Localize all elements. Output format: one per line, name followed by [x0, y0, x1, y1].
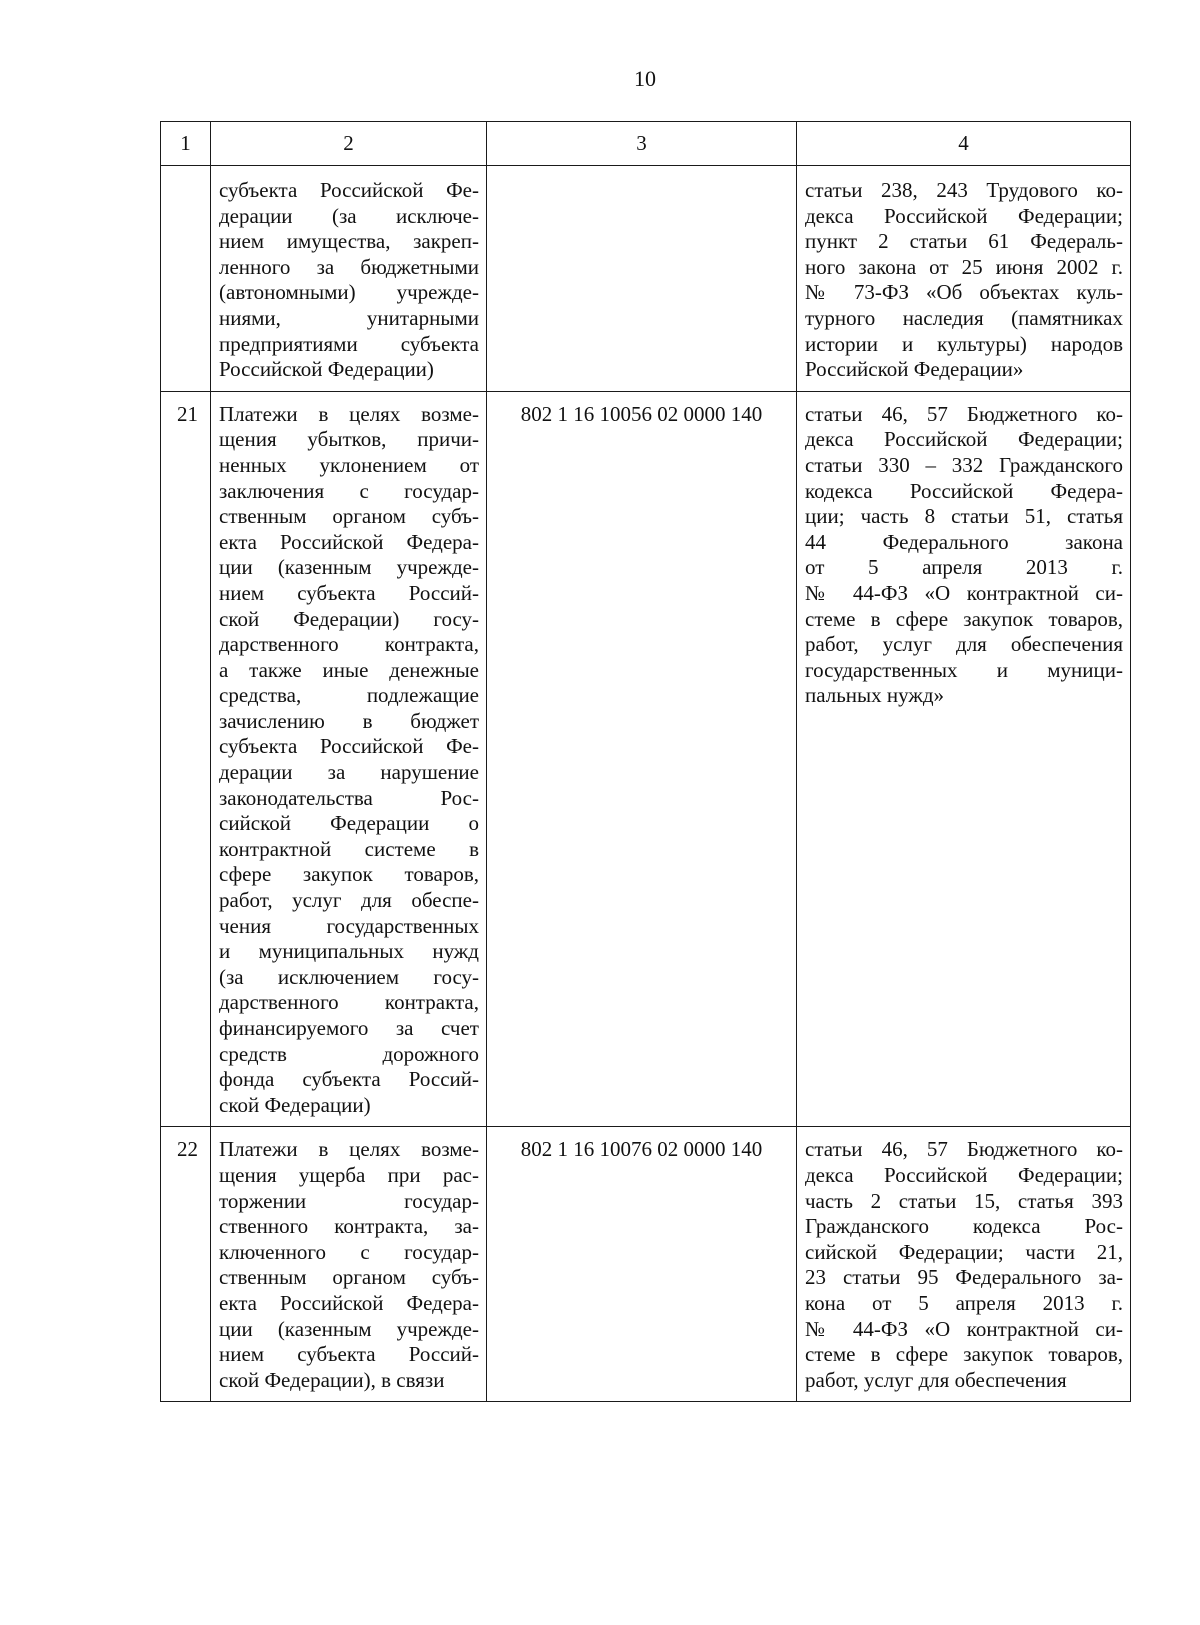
text-line: финансируемого за счет [219, 1016, 479, 1040]
payment-name-cell [211, 166, 487, 392]
text-line: ской Федерации) [219, 1092, 371, 1117]
text-line: пальных нужд» [805, 683, 945, 708]
row-number [161, 166, 211, 392]
text-line: статьи 238, 243 Трудового ко- [805, 178, 1123, 202]
text-line: № 44-ФЗ «О контрактной си- [805, 1316, 1123, 1341]
text-line: работ, услуг для обеспечения [805, 632, 1123, 657]
text-line: заключения с государ- [219, 478, 479, 503]
page-number: 10 [634, 66, 656, 91]
text-line: № 44-ФЗ «О контрактной си- [805, 580, 1123, 605]
text-line: и муниципальных нужд [219, 939, 479, 964]
text-line: стеме в сфере закупок товаров, [805, 606, 1123, 631]
text-line: средств дорожного [219, 1041, 479, 1066]
text-line: дарственного контракта, [219, 990, 479, 1015]
header-col-2: 2 [211, 122, 487, 166]
text-line: Гражданского кодекса Рос- [805, 1214, 1123, 1239]
text-line: ственного контракта, за- [219, 1214, 479, 1239]
text-line: дерации (за исключе- [219, 203, 479, 228]
budget-code-cell: 802 1 16 10056 02 0000 140 [487, 391, 797, 1127]
text-line: екта Российской Федера- [219, 1290, 479, 1315]
text-line: сфере закупок товаров, [219, 862, 479, 887]
text-line: сийской Федерации о [219, 811, 479, 836]
legal-basis-cell [797, 391, 1131, 1127]
text-line: статьи 330 – 332 Гражданского [805, 452, 1123, 477]
text-line: от 5 апреля 2013 г. [805, 555, 1123, 580]
text-line: дерации за нарушение [219, 760, 479, 785]
row-number: 22 [161, 1127, 211, 1402]
header-col-4: 4 [797, 122, 1131, 166]
text-line: стеме в сфере закупок товаров, [805, 1342, 1123, 1367]
text-line: ного закона от 25 июня 2002 г. [805, 254, 1123, 279]
text-line: ненных уклонением от [219, 452, 479, 477]
text-line: ленного за бюджетными [219, 254, 479, 279]
row-number: 21 [161, 391, 211, 1127]
text-line: декса Российской Федерации; [805, 1162, 1123, 1187]
text-line: 44 Федерального закона [805, 529, 1123, 554]
budget-code-cell [487, 166, 797, 392]
text-line: ской Федерации), в связи [219, 1367, 445, 1392]
text-line: средства, подлежащие [219, 683, 479, 708]
text-line: субъекта Российской Фе- [219, 734, 479, 759]
text-line: щения убытков, причи- [219, 427, 479, 452]
text-line: зачислению в бюджет [219, 708, 479, 733]
text-line: Российской Федерации) [219, 357, 434, 382]
payment-name-cell [211, 391, 487, 1127]
text-line: ской Федерации) госу- [219, 606, 479, 631]
text-line: кона от 5 апреля 2013 г. [805, 1290, 1123, 1315]
legal-basis-cell [797, 166, 1131, 392]
text-line: работ, услуг для обеспе- [219, 888, 479, 913]
header-col-1: 1 [161, 122, 211, 166]
text-line: дарственного контракта, [219, 632, 479, 657]
text-line: законодательства Рос- [219, 785, 479, 810]
text-line: государственных и муници- [805, 657, 1123, 682]
text-line: Платежи в целях возме- [219, 1137, 479, 1162]
text-line: № 73-ФЗ «Об объектах куль- [805, 280, 1123, 305]
text-line: статьи 46, 57 Бюджетного ко- [805, 1137, 1123, 1162]
text-line: ключенного с государ- [219, 1239, 479, 1264]
table-row [161, 391, 1131, 1127]
text-line: контрактной системе в [219, 836, 479, 861]
text-line: истории и культуры) народов [805, 331, 1123, 356]
text-line: ственным органом субъ- [219, 504, 479, 529]
text-line: щения ущерба при рас- [219, 1162, 479, 1187]
text-line: работ, услуг для обеспечения [805, 1367, 1067, 1392]
text-line: ции (казенным учрежде- [219, 1316, 479, 1341]
budget-revenue-table [160, 121, 1131, 1402]
text-line: сийской Федерации; части 21, [805, 1239, 1123, 1264]
text-line: декса Российской Федерации; [805, 203, 1123, 228]
text-line: чения государственных [219, 913, 479, 938]
header-col-3: 3 [487, 122, 797, 166]
text-line: часть 2 статьи 15, статья 393 [805, 1188, 1123, 1213]
text-line: ственным органом субъ- [219, 1265, 479, 1290]
text-line: предприятиями субъекта [219, 331, 479, 356]
table-row [161, 166, 1131, 392]
text-line: екта Российской Федера- [219, 529, 479, 554]
text-line: (автономными) учрежде- [219, 280, 479, 305]
text-line: 23 статьи 95 Федерального за- [805, 1265, 1123, 1290]
text-line: нием субъекта Россий- [219, 580, 479, 605]
text-line: декса Российской Федерации; [805, 427, 1123, 452]
text-line: ции (казенным учрежде- [219, 555, 479, 580]
table-header-row [161, 122, 1131, 166]
text-line: а также иные денежные [219, 657, 479, 682]
table-row [161, 1127, 1131, 1402]
text-line: Российской Федерации» [805, 357, 1024, 382]
text-line: торжении государ- [219, 1188, 479, 1213]
text-line: нием субъекта Россий- [219, 1342, 479, 1367]
text-line: кодекса Российской Федера- [805, 478, 1123, 503]
payment-name-cell [211, 1127, 487, 1402]
text-line: статьи 46, 57 Бюджетного ко- [805, 401, 1123, 426]
text-line: субъекта Российской Фе- [219, 178, 479, 202]
text-line: ниями, унитарными [219, 305, 479, 330]
text-line: (за исключением госу- [219, 964, 479, 989]
text-line: турного наследия (памятниках [805, 305, 1123, 330]
text-line: ции; часть 8 статьи 51, статья [805, 504, 1123, 529]
text-line: фонда субъекта Россий- [219, 1067, 479, 1092]
text-line: нием имущества, закреп- [219, 229, 479, 254]
text-line: Платежи в целях возме- [219, 401, 479, 426]
budget-code-cell: 802 1 16 10076 02 0000 140 [487, 1127, 797, 1402]
legal-basis-cell [797, 1127, 1131, 1402]
text-line: пункт 2 статьи 61 Федераль- [805, 229, 1123, 254]
